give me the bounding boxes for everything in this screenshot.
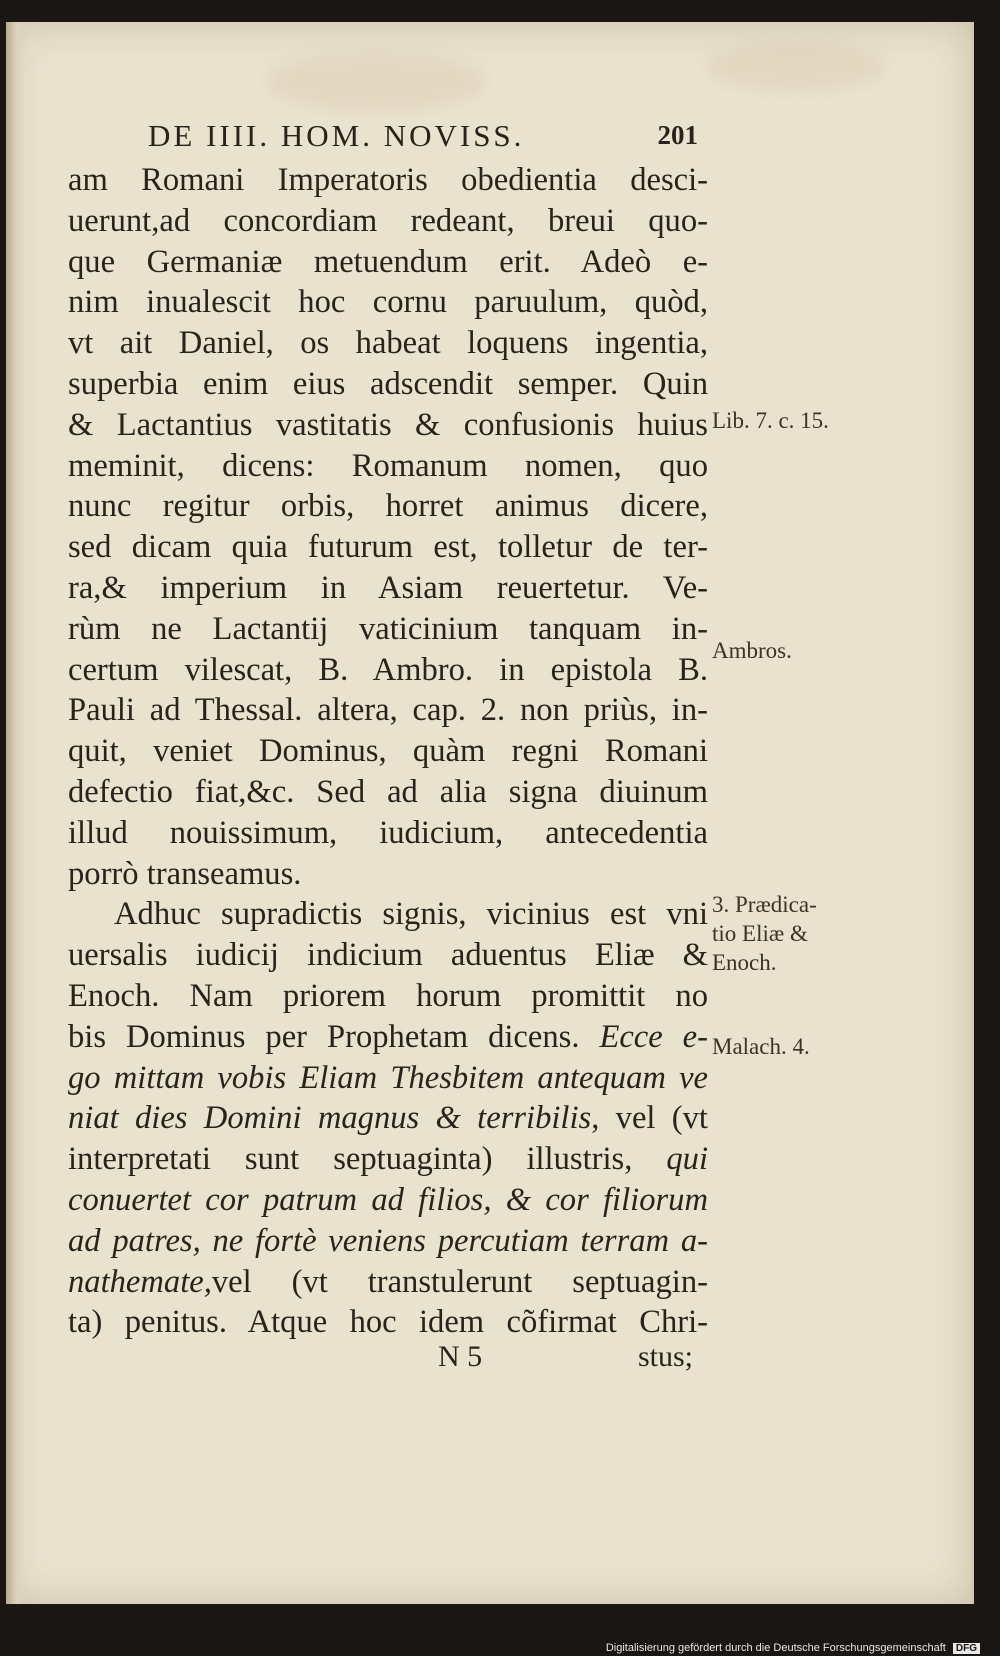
paper-stain <box>706 42 886 92</box>
marginal-note-lib: Lib. 7. c. 15. <box>712 408 829 433</box>
marginal-note-line: tio Eliæ & <box>712 921 808 946</box>
italic-quotation: ad patres, ne fortè veniens percutiam terram a- <box>68 1222 708 1259</box>
paper-stain <box>266 52 486 112</box>
italic-quotation: nathemate, <box>68 1263 212 1300</box>
main-text-block <box>68 160 708 1343</box>
text-line: meminit, dicens: Romanum nomen, quo <box>68 447 708 484</box>
text-line <box>68 1139 708 1180</box>
marginal-note-ambros: Ambros. <box>712 638 792 663</box>
credit-text: Digitalisierung gefördert durch die Deutsche Forschungsgemeinschaft <box>605 1642 946 1654</box>
text-line: defectio fiat,&c. Sed ad alia signa diuinum <box>68 773 708 810</box>
text-line <box>68 1017 708 1058</box>
text-line: Pauli ad Thessal. altera, cap. 2. non priùs, in- <box>68 692 708 729</box>
signature-mark: N 5 <box>438 1340 483 1373</box>
text-segment: , vel (vt <box>591 1100 708 1137</box>
text-line: que Germaniæ metuendum erit. Adeò e- <box>68 243 708 280</box>
text-line: nim inualescit hoc cornu paruulum, quòd, <box>68 284 708 321</box>
text-line: ra,& imperium in Asiam reuertetur. Ve- <box>68 569 708 606</box>
page-gutter-shadow <box>6 22 24 1604</box>
text-line: rùm ne Lactantij vaticinium tanquam in- <box>68 610 708 647</box>
italic-quotation: qui <box>666 1141 708 1178</box>
running-head <box>148 118 708 158</box>
text-line: ta) penitus. Atque hoc idem cõfirmat Chri- <box>68 1304 708 1341</box>
marginal-note-line: Enoch. <box>712 950 777 975</box>
text-line: am Romani Imperatoris obedientia desci- <box>68 162 708 198</box>
text-line: uerunt,ad concordiam redeant, breui quo- <box>68 202 708 239</box>
text-line: porrò transeamus. <box>68 855 302 892</box>
text-line: & Lactantius vastitatis & confusionis huius <box>68 406 708 443</box>
digitization-credit <box>606 1642 980 1654</box>
running-title: DE IIII. HOM. NOVISS. <box>148 118 525 153</box>
book-page <box>6 22 974 1604</box>
italic-quotation: Ecce e- <box>599 1018 708 1055</box>
text-line: nunc regitur orbis, horret animus dicere, <box>68 488 708 525</box>
page-number: 201 <box>657 120 698 150</box>
catchword: stus; <box>638 1340 694 1373</box>
text-line <box>68 1262 708 1303</box>
text-line: superbia enim eius adscendit semper. Quin <box>68 365 708 402</box>
marginal-note-praedicatio <box>712 890 882 977</box>
italic-quotation: go mittam vobis Eliam Thesbitem antequam ve <box>68 1059 708 1096</box>
italic-quotation: conuertet cor patrum ad filios, & cor filiorum <box>68 1181 708 1218</box>
text-segment: vel (vt transtulerunt septuagin- <box>211 1263 708 1300</box>
text-segment: interpretati sunt septuaginta) illustris, <box>68 1141 667 1178</box>
text-line: sed dicam quia futurum est, tolletur de ter- <box>68 529 708 566</box>
text-line: Adhuc supradictis signis, vicinius est vni <box>114 896 708 933</box>
dfg-logo: DFG <box>953 1643 980 1654</box>
text-line: illud nouissimum, iudicium, antecedentia <box>68 814 708 851</box>
text-line: quit, veniet Dominus, quàm regni Romani <box>68 733 708 770</box>
text-line: Enoch. Nam priorem horum promittit no <box>68 977 708 1014</box>
text-line <box>68 1098 708 1139</box>
text-line: uersalis iudicij indicium aduentus Eliæ & <box>68 937 708 974</box>
text-segment: bis Dominus per Prophetam dicens. <box>68 1018 600 1055</box>
marginal-note-line: 3. Prædica- <box>712 892 817 917</box>
text-line: certum vilescat, B. Ambro. in epistola B. <box>68 651 708 688</box>
marginal-note-malach: Malach. 4. <box>712 1034 810 1059</box>
text-line: vt ait Daniel, os habeat loquens ingentia, <box>68 325 708 362</box>
italic-quotation: niat dies Domini magnus & terribilis <box>68 1100 592 1137</box>
